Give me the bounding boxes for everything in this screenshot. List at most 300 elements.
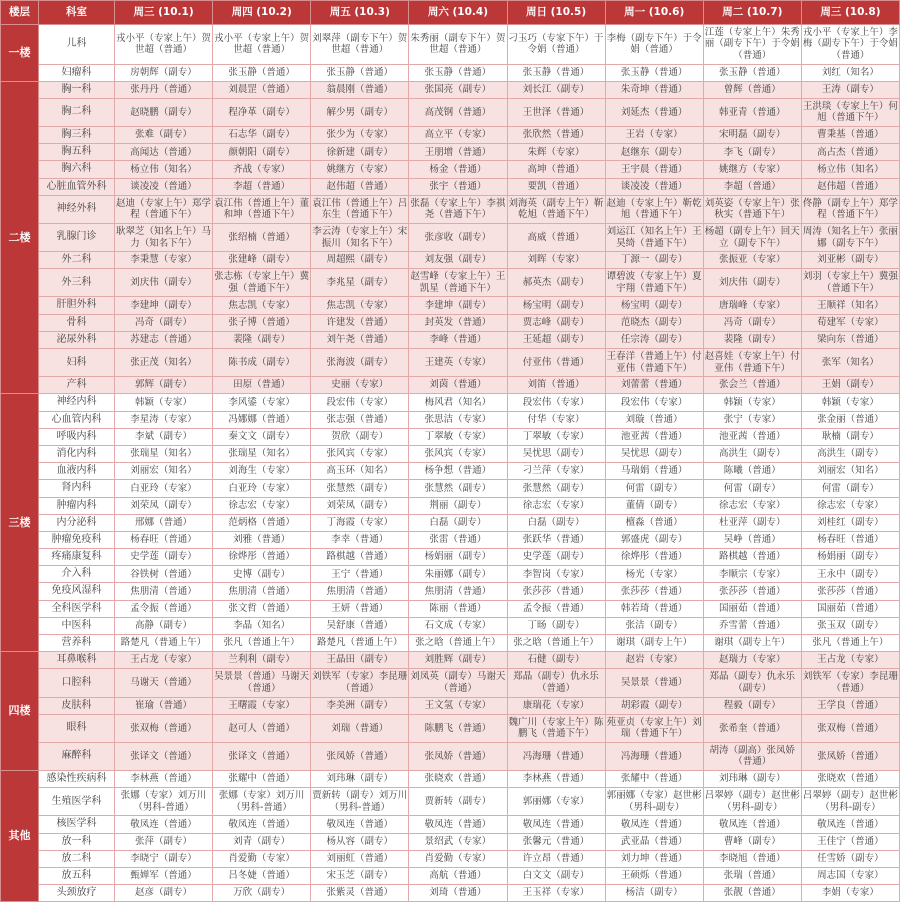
schedule-cell: 冯娜娜（普通） <box>213 411 311 428</box>
schedule-cell: 赵晓鹏（副专） <box>115 98 213 126</box>
schedule-cell: 解少男（副专） <box>311 98 409 126</box>
schedule-cell: 白亚玲（专家） <box>115 480 213 497</box>
schedule-cell: 徐志宏（专家） <box>507 497 605 514</box>
table-row <box>1 463 900 480</box>
table-row <box>1 252 900 269</box>
schedule-cell: 刘茵（普通） <box>409 377 507 394</box>
schedule-cell: 李兆星（副专） <box>311 269 409 297</box>
table-row <box>1 714 900 742</box>
schedule-cell: 赵雪峰（专家上午）王凯星（普通下午） <box>409 269 507 297</box>
dept-cell: 肿瘤免疫科 <box>39 531 115 548</box>
schedule-cell: 高洪生（副专） <box>703 445 801 462</box>
schedule-cell: 杜亚萍（副专） <box>703 514 801 531</box>
schedule-cell: 韩颖（专家） <box>115 394 213 411</box>
schedule-cell: 张正茂（知名） <box>115 349 213 377</box>
schedule-cell: 史学莲（副专） <box>115 549 213 566</box>
dept-cell: 泌尿外科 <box>39 331 115 348</box>
floor-label: 三楼 <box>1 394 39 652</box>
schedule-cell: 丁翠敏（专家） <box>507 428 605 445</box>
schedule-cell: 刘玮琳（副专） <box>703 771 801 788</box>
schedule-table-head <box>1 1 900 25</box>
schedule-cell: 刘午尧（普通） <box>311 331 409 348</box>
schedule-cell: 李建坤（副专） <box>115 297 213 314</box>
schedule-cell: 张之晗（普通上午） <box>507 635 605 652</box>
dept-cell: 免疫风湿科 <box>39 583 115 600</box>
schedule-cell: 刘荣凤（副专） <box>311 497 409 514</box>
schedule-cell: 付亚伟（普通） <box>507 349 605 377</box>
schedule-cell: 赵继东（副专） <box>605 144 703 161</box>
schedule-cell: 敬凤连（普通） <box>213 816 311 833</box>
table-row <box>1 816 900 833</box>
schedule-cell: 甄婵军（普通） <box>115 867 213 884</box>
schedule-cell: 冯海珊（普通） <box>605 742 703 770</box>
schedule-cell: 张文哲（普通） <box>213 600 311 617</box>
schedule-cell: 刁兰萍（专家） <box>507 463 605 480</box>
dept-cell: 心血管内科 <box>39 411 115 428</box>
schedule-cell: 刘庆伟（副专） <box>115 269 213 297</box>
schedule-cell: 李秉慧（专家） <box>115 252 213 269</box>
schedule-cell: 张洁（副专） <box>605 617 703 634</box>
schedule-cell: 张娜（专家）刘万川（男科-普通） <box>115 788 213 816</box>
schedule-cell: 焦志凯（专家） <box>213 297 311 314</box>
table-row <box>1 428 900 445</box>
schedule-cell: 丁源一（副专） <box>605 252 703 269</box>
schedule-cell: 张馨元（普通） <box>507 833 605 850</box>
schedule-cell: 郭丽娜（专家） <box>507 788 605 816</box>
schedule-cell: 张子博（普通） <box>213 314 311 331</box>
day-header: 周一 (10.6) <box>605 1 703 25</box>
schedule-cell: 李超（普通） <box>703 178 801 195</box>
schedule-cell: 李峰（普通） <box>409 331 507 348</box>
schedule-cell: 武亚晶（普通） <box>605 833 703 850</box>
schedule-cell: 王宁（普通） <box>311 566 409 583</box>
table-row <box>1 24 900 64</box>
schedule-cell: 秦文文（副专） <box>213 428 311 445</box>
schedule-cell: 翁晨刚（普通） <box>311 81 409 98</box>
schedule-cell: 徐新建（副专） <box>311 144 409 161</box>
schedule-cell: 刘荣凤（副专） <box>115 497 213 514</box>
dept-cell: 产科 <box>39 377 115 394</box>
schedule-cell: 张慧然（副专） <box>507 480 605 497</box>
schedule-cell: 史丽（专家） <box>311 377 409 394</box>
schedule-cell: 刘蕾蕾（普通） <box>605 377 703 394</box>
schedule-cell: 冯奇（副专） <box>115 314 213 331</box>
dept-cell: 内分泌科 <box>39 514 115 531</box>
dept-cell: 胸三科 <box>39 127 115 144</box>
schedule-cell: 刘铁军（专家）李昆珊（普通） <box>311 669 409 697</box>
schedule-cell: 许建发（普通） <box>311 314 409 331</box>
schedule-cell: 张玉静（普通） <box>409 64 507 81</box>
schedule-cell: 路棋越（普通） <box>703 549 801 566</box>
schedule-cell: 张少为（专家） <box>311 127 409 144</box>
schedule-cell: 刘海生（专家） <box>213 463 311 480</box>
schedule-cell: 马谢天（普通） <box>115 669 213 697</box>
schedule-cell: 李幸（普通） <box>311 531 409 548</box>
table-row <box>1 331 900 348</box>
schedule-cell: 王永中（副专） <box>801 566 899 583</box>
schedule-cell: 郑晶（副专）仇永乐（普通） <box>507 669 605 697</box>
schedule-cell: 梅风君（知名） <box>409 394 507 411</box>
schedule-cell: 池亚茜（普通） <box>703 428 801 445</box>
dept-cell: 中医科 <box>39 617 115 634</box>
schedule-cell: 国丽茹（普通） <box>703 600 801 617</box>
table-row <box>1 480 900 497</box>
schedule-cell: 谭碧波（专家上午）夏宇翔（普通下午） <box>605 269 703 297</box>
schedule-cell: 张风宾（专家） <box>311 445 409 462</box>
table-row <box>1 64 900 81</box>
schedule-cell: 胡彩霞（副专） <box>605 697 703 714</box>
schedule-cell: 张双梅（普通） <box>801 714 899 742</box>
dept-cell: 胸二科 <box>39 98 115 126</box>
schedule-cell: 裴隆（副专） <box>213 331 311 348</box>
table-row <box>1 600 900 617</box>
schedule-cell: 张译文（普通） <box>115 742 213 770</box>
schedule-cell: 王占龙（专家） <box>115 652 213 669</box>
schedule-cell: 刘胜辉（副专） <box>409 652 507 669</box>
schedule-cell: 张风宾（专家） <box>409 445 507 462</box>
schedule-cell: 吴景景（普通） <box>605 669 703 697</box>
schedule-cell: 郝英杰（副专） <box>507 269 605 297</box>
schedule-cell: 房朝辉（副专） <box>115 64 213 81</box>
schedule-cell: 高闻达（普通） <box>115 144 213 161</box>
dept-cell: 营养科 <box>39 635 115 652</box>
dept-cell: 核医学科 <box>39 816 115 833</box>
table-row <box>1 223 900 251</box>
dept-cell: 皮肤科 <box>39 697 115 714</box>
schedule-cell: 赵伟超（普通） <box>801 178 899 195</box>
table-row <box>1 788 900 816</box>
schedule-cell: 颜朝阳（副专） <box>213 144 311 161</box>
schedule-cell: 张靓（普通） <box>703 885 801 902</box>
dept-cell: 麻醉科 <box>39 742 115 770</box>
schedule-cell: 许立昂（普通） <box>507 850 605 867</box>
schedule-cell: 路楚凡（普通上午） <box>115 635 213 652</box>
header-row <box>1 1 900 25</box>
schedule-cell: 刘庆伟（副专） <box>703 269 801 297</box>
schedule-cell: 苏建志（普通） <box>115 331 213 348</box>
schedule-cell: 敬凤连（普通） <box>703 816 801 833</box>
schedule-cell: 陈曦（普通） <box>703 463 801 480</box>
schedule-cell: 赵岩（专家） <box>605 652 703 669</box>
schedule-cell: 丁翠敏（专家） <box>409 428 507 445</box>
schedule-cell: 段宏伟（专家） <box>311 394 409 411</box>
schedule-cell: 刘运江（知名上午）王昊绮（普通下午） <box>605 223 703 251</box>
schedule-cell: 张莎莎（普通） <box>507 583 605 600</box>
schedule-cell: 刘晨罡（普通） <box>213 81 311 98</box>
schedule-cell: 李超（普通） <box>213 178 311 195</box>
schedule-cell: 王文氢（专家） <box>409 697 507 714</box>
day-header: 周日 (10.5) <box>507 1 605 25</box>
dept-cell: 耳鼻喉科 <box>39 652 115 669</box>
schedule-cell: 池亚茜（普通） <box>605 428 703 445</box>
schedule-cell: 赵瑞力（专家） <box>703 652 801 669</box>
schedule-cell: 戎小平（专家上午）贺世超（普通） <box>115 24 213 64</box>
schedule-cell: 乔雪蕾（普通） <box>703 617 801 634</box>
schedule-cell: 刘晖（专家） <box>507 252 605 269</box>
schedule-cell: 路棋越（普通） <box>311 549 409 566</box>
schedule-cell: 李林燕（普通） <box>115 771 213 788</box>
schedule-cell: 景绍武（专家） <box>409 833 507 850</box>
schedule-cell: 康瑞花（专家） <box>507 697 605 714</box>
table-row <box>1 617 900 634</box>
schedule-cell: 白磊（副专） <box>409 514 507 531</box>
schedule-cell: 吴景景（普通）马谢天（普通） <box>213 669 311 697</box>
schedule-cell: 吴舒康（普通） <box>311 617 409 634</box>
schedule-cell: 段宏伟（专家） <box>605 394 703 411</box>
schedule-cell: 王学良（普通） <box>801 697 899 714</box>
day-header: 周三 (10.1) <box>115 1 213 25</box>
schedule-cell: 张晓欢（普通） <box>801 771 899 788</box>
schedule-cell: 张慧然（副专） <box>409 480 507 497</box>
schedule-cell: 张会兰（普通） <box>703 377 801 394</box>
schedule-cell: 董倩（副专） <box>605 497 703 514</box>
schedule-cell: 谢琪（副专上午） <box>703 635 801 652</box>
table-row <box>1 531 900 548</box>
schedule-cell: 张莎莎（普通） <box>605 583 703 600</box>
schedule-cell: 吕冬婕（普通） <box>213 867 311 884</box>
dept-cell: 儿科 <box>39 24 115 64</box>
schedule-cell: 刘亚彬（副专） <box>801 252 899 269</box>
schedule-cell: 何雷（副专） <box>605 480 703 497</box>
schedule-cell: 唐瑞峰（专家） <box>703 297 801 314</box>
schedule-cell: 肖爱勤（专家） <box>409 850 507 867</box>
schedule-cell: 姚继方（专家） <box>311 161 409 178</box>
schedule-cell: 张凤娇（普通） <box>409 742 507 770</box>
schedule-cell: 石志华（副专） <box>213 127 311 144</box>
schedule-cell: 王涛（副专） <box>801 81 899 98</box>
day-header: 周二 (10.7) <box>703 1 801 25</box>
schedule-cell: 敬凤连（普通） <box>801 816 899 833</box>
schedule-cell: 张玉静（普通） <box>311 64 409 81</box>
schedule-cell: 张玉双（副专） <box>801 617 899 634</box>
table-row <box>1 178 900 195</box>
schedule-cell: 任雪娇（副专） <box>801 850 899 867</box>
schedule-cell: 敬凤连（普通） <box>507 816 605 833</box>
schedule-cell: 石健（副专） <box>507 652 605 669</box>
schedule-cell: 朱秀丽（副专下午）贺世超（普通） <box>409 24 507 64</box>
schedule-cell: 裴隆（副专） <box>703 331 801 348</box>
schedule-cell: 高洪生（副专） <box>801 445 899 462</box>
schedule-cell: 杨立伟（知名） <box>115 161 213 178</box>
schedule-cell: 高航（普通） <box>409 867 507 884</box>
schedule-cell: 杨洁（副专） <box>605 885 703 902</box>
table-row <box>1 195 900 223</box>
schedule-cell: 张雷（普通） <box>409 531 507 548</box>
schedule-cell: 杨娟丽（副专） <box>801 549 899 566</box>
schedule-cell: 邢娜（普通） <box>115 514 213 531</box>
floor-label: 其他 <box>1 771 39 902</box>
schedule-cell: 何雷（副专） <box>801 480 899 497</box>
dept-cell: 生殖医学科 <box>39 788 115 816</box>
schedule-cell: 杨宝明（副专） <box>507 297 605 314</box>
dept-cell: 胸五科 <box>39 144 115 161</box>
schedule-cell: 荆丽（副专） <box>409 497 507 514</box>
schedule-cell: 刘琦（普通） <box>409 885 507 902</box>
schedule-cell: 刘丽虹（普通） <box>311 850 409 867</box>
dept-cell: 疼痛康复科 <box>39 549 115 566</box>
schedule-cell: 宋明磊（副专） <box>703 127 801 144</box>
schedule-cell: 郭丽娜（专家）赵世彬（男科-副专） <box>605 788 703 816</box>
schedule-cell: 刘桂红（副专） <box>801 514 899 531</box>
schedule-cell: 张玉静（普通） <box>703 64 801 81</box>
schedule-cell: 杨宝明（副专） <box>605 297 703 314</box>
schedule-cell: 郭盛虎（副专） <box>605 531 703 548</box>
schedule-cell: 张建峰（副专） <box>213 252 311 269</box>
schedule-cell: 刘丽宏（知名） <box>801 463 899 480</box>
schedule-cell: 周超熙（副专） <box>311 252 409 269</box>
schedule-cell: 张双梅（普通） <box>115 714 213 742</box>
schedule-cell: 吴忧思（副专） <box>507 445 605 462</box>
schedule-cell: 耿楠（副专） <box>801 428 899 445</box>
schedule-cell: 谷铁树（普通） <box>115 566 213 583</box>
schedule-cell: 刘笛（普通） <box>507 377 605 394</box>
schedule-cell: 刘青（副专） <box>213 833 311 850</box>
schedule-cell: 敬凤连（普通） <box>311 816 409 833</box>
schedule-cell: 郭辉（副专） <box>115 377 213 394</box>
schedule-cell: 刘羽（专家上午）冀强（普通下午） <box>801 269 899 297</box>
schedule-cell: 张欣然（普通） <box>507 127 605 144</box>
schedule-cell: 张国亮（副专） <box>409 81 507 98</box>
schedule-cell: 吕翠婷（副专）赵世彬（男科-副专） <box>801 788 899 816</box>
floor-label: 二楼 <box>1 81 39 394</box>
dept-cell: 眼科 <box>39 714 115 742</box>
schedule-cell: 杨争想（普通） <box>409 463 507 480</box>
schedule-cell: 张瑞星（知名） <box>213 445 311 462</box>
schedule-cell: 周涛（知名上午）张丽娜（副专下午） <box>801 223 899 251</box>
schedule-cell: 高茂钢（普通） <box>409 98 507 126</box>
schedule-cell: 焦志凯（专家） <box>311 297 409 314</box>
schedule-cell: 徐志宏（专家） <box>703 497 801 514</box>
schedule-cell: 刁玉巧（专家下午）于令娟（普通） <box>507 24 605 64</box>
table-row <box>1 81 900 98</box>
schedule-cell: 张凤娇（普通） <box>311 742 409 770</box>
schedule-cell: 张莎莎（普通） <box>801 583 899 600</box>
schedule-cell: 张丹丹（普通） <box>115 81 213 98</box>
schedule-cell: 陈鹏飞（普通） <box>409 714 507 742</box>
schedule-cell: 李云涛（专家上午）宋振川（知名下午） <box>311 223 409 251</box>
schedule-cell: 刘延杰（普通） <box>605 98 703 126</box>
schedule-cell: 李飞（副专） <box>703 144 801 161</box>
schedule-cell: 李晓旭（普通） <box>703 850 801 867</box>
schedule-cell: 刘凤英（副专）马谢天（普通） <box>409 669 507 697</box>
schedule-cell: 范炳格（普通） <box>213 514 311 531</box>
schedule-cell: 赵喜娃（专家上午）付亚伟（普通下午） <box>703 349 801 377</box>
schedule-cell: 梁向东（普通） <box>801 331 899 348</box>
floor-label: 一楼 <box>1 24 39 81</box>
schedule-cell: 张思洁（专家） <box>409 411 507 428</box>
table-row <box>1 697 900 714</box>
schedule-cell: 赵彦（副专） <box>115 885 213 902</box>
schedule-cell: 要凯（普通） <box>507 178 605 195</box>
schedule-cell: 丁海霞（专家） <box>311 514 409 531</box>
schedule-table-body <box>1 24 900 902</box>
schedule-cell: 王朋增（普通） <box>409 144 507 161</box>
table-row <box>1 98 900 126</box>
schedule-cell: 张耀中（普通） <box>213 771 311 788</box>
schedule-cell: 肖爱勤（专家） <box>213 850 311 867</box>
schedule-cell: 王硕烁（普通） <box>605 867 703 884</box>
schedule-cell: 李林燕（普通） <box>507 771 605 788</box>
schedule-cell: 谈凌凌（普通） <box>605 178 703 195</box>
schedule-cell: 张凡（普通上午） <box>213 635 311 652</box>
corner-header-floor: 楼层 <box>1 1 39 25</box>
table-row <box>1 850 900 867</box>
schedule-cell: 韩颖（专家） <box>703 394 801 411</box>
schedule-cell: 白文文（副专） <box>507 867 605 884</box>
table-row <box>1 833 900 850</box>
schedule-cell: 江莲（专家上午）朱秀丽（副专下午）于令娟（普通） <box>703 24 801 64</box>
schedule-cell: 张志栋（专家上午）冀强（普通下午） <box>213 269 311 297</box>
schedule-cell: 万欣（副专） <box>213 885 311 902</box>
table-row <box>1 349 900 377</box>
schedule-cell: 张萍（副专） <box>115 833 213 850</box>
schedule-cell: 李娟（专家） <box>801 885 899 902</box>
dept-cell: 全科医学科 <box>39 600 115 617</box>
schedule-cell: 刘玮琳（副专） <box>311 771 409 788</box>
dept-cell: 放二科 <box>39 850 115 867</box>
table-row <box>1 742 900 770</box>
schedule-cell: 张慧然（副专） <box>311 480 409 497</box>
schedule-cell: 张之晗（普通上午） <box>409 635 507 652</box>
dept-cell: 心脏血管外科 <box>39 178 115 195</box>
schedule-cell: 李美洲（副专） <box>311 697 409 714</box>
schedule-cell: 崔瑜（普通） <box>115 697 213 714</box>
table-row <box>1 566 900 583</box>
table-row <box>1 583 900 600</box>
table-row <box>1 514 900 531</box>
table-row <box>1 269 900 297</box>
schedule-cell: 白亚玲（专家） <box>213 480 311 497</box>
schedule-cell: 李智岗（专家） <box>507 566 605 583</box>
schedule-cell: 徐志宏（专家） <box>801 497 899 514</box>
schedule-cell: 谈凌凌（普通） <box>115 178 213 195</box>
schedule-cell: 刘铁军（专家）李昆珊（普通） <box>801 669 899 697</box>
schedule-cell: 杨娟丽（副专） <box>409 549 507 566</box>
schedule-cell: 李顺宗（专家） <box>703 566 801 583</box>
schedule-cell: 王宇晨（普通） <box>605 161 703 178</box>
dept-cell: 神经内科 <box>39 394 115 411</box>
schedule-cell: 刘海英（副专上午）靳乾旭（普通下午） <box>507 195 605 223</box>
schedule-cell: 王洪琰（专家上午）何旭（普通下午） <box>801 98 899 126</box>
schedule-cell: 齐战（专家） <box>213 161 311 178</box>
schedule-cell: 李星涛（专家） <box>115 411 213 428</box>
table-row <box>1 394 900 411</box>
schedule-cell: 贾志峰（副专） <box>507 314 605 331</box>
schedule-cell: 张凤娇（普通） <box>801 742 899 770</box>
schedule-cell: 苑亚贞（专家上午）刘瑞（普通下午） <box>605 714 703 742</box>
schedule-cell: 谢琪（副专上午） <box>605 635 703 652</box>
schedule-cell: 李晶（知名） <box>213 617 311 634</box>
schedule-cell: 李梅（副专下午）于令娟（普通） <box>605 24 703 64</box>
schedule-cell: 刘长江（副专） <box>507 81 605 98</box>
schedule-cell: 曹峰（副专） <box>703 833 801 850</box>
table-row <box>1 314 900 331</box>
schedule-cell: 王建英（专家） <box>409 349 507 377</box>
schedule-cell: 杨立伟（知名） <box>801 161 899 178</box>
dept-cell: 肿瘤内科 <box>39 497 115 514</box>
schedule-cell: 郑晶（副专）仇永乐（副专） <box>703 669 801 697</box>
dept-cell: 肝胆外科 <box>39 297 115 314</box>
table-row <box>1 669 900 697</box>
schedule-cell: 袁江伟（普通上午）吕东生（普通下午） <box>311 195 409 223</box>
schedule-cell: 段宏伟（专家） <box>507 394 605 411</box>
schedule-cell: 焦朋清（普通） <box>311 583 409 600</box>
schedule-cell: 丁旸（副专） <box>507 617 605 634</box>
table-row <box>1 652 900 669</box>
dept-cell: 乳腺门诊 <box>39 223 115 251</box>
schedule-cell: 刘瑞（普通） <box>311 714 409 742</box>
schedule-cell: 王佳宁（普通） <box>801 833 899 850</box>
